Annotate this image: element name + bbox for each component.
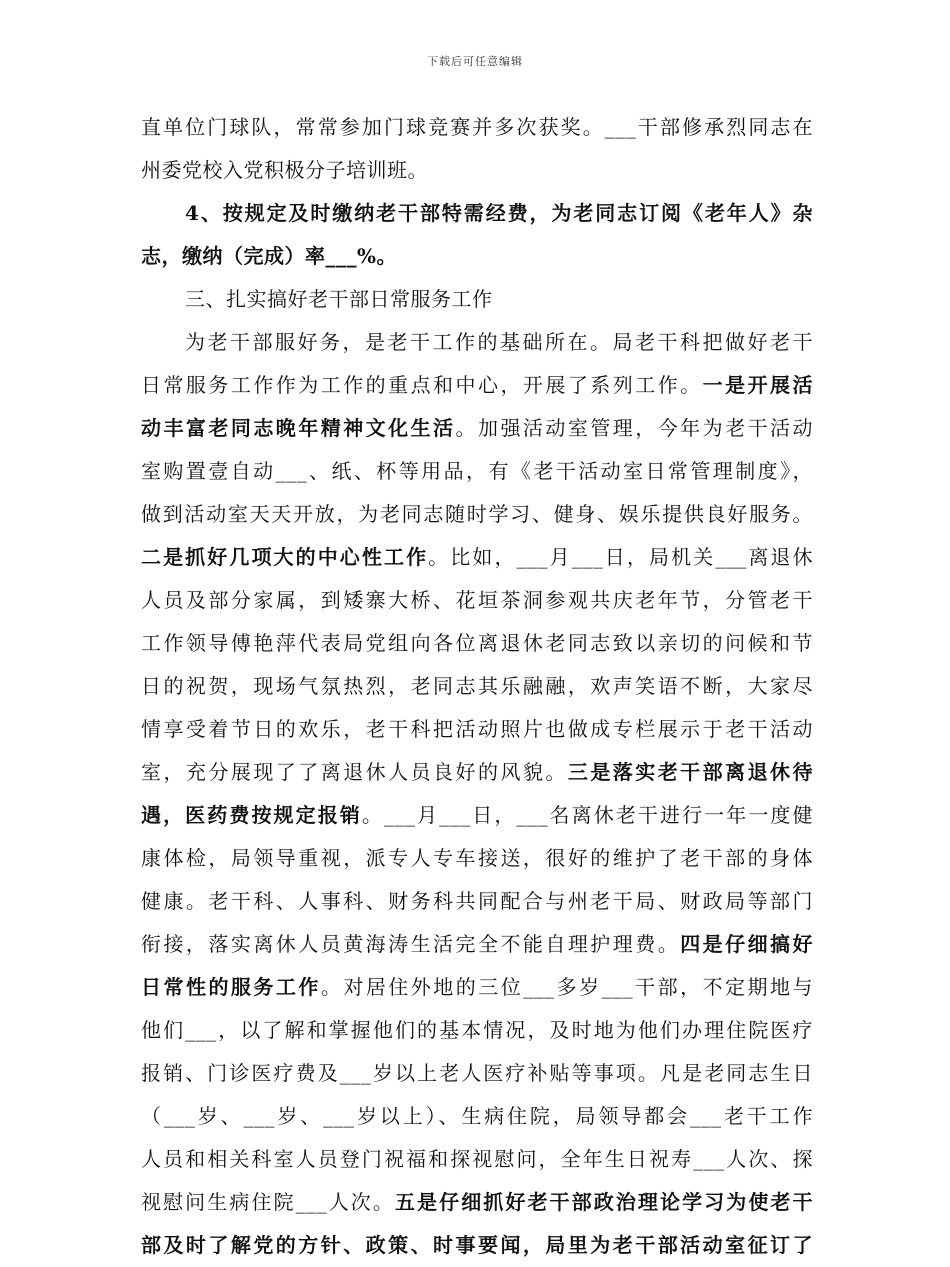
text-segment: 康体检，局领导重视，派专人专车接送，很好的维护了老干部的身体 — [141, 846, 813, 870]
text-segment: 人员及部分家属，到矮寨大桥、花垣茶洞参观共庆老年节，分管老干 — [141, 588, 813, 612]
text-segment: 。___月___日，___名离休老干进行一年一度健 — [361, 803, 814, 827]
bold-text-segment: 四是仔细搞好 — [680, 932, 814, 956]
text-segment: 做到活动室天天开放，为老同志随时学习、健身、娱乐提供良好服务。 — [141, 502, 813, 526]
text-line — [141, 1138, 813, 1181]
bold-text-segment: 4、按规定及时缴纳老干部特需经费，为老同志订阅《老年人》杂 — [185, 201, 813, 225]
text-segment: 视慰问生病住院___人次。 — [141, 1190, 395, 1214]
text-line — [141, 149, 813, 192]
text-line — [141, 708, 813, 751]
bold-text-segment: 二是抓好几项大的中心性工作 — [141, 545, 429, 569]
text-segment: 日常服务工作作为工作的重点和中心，开展了系列工作。 — [141, 373, 703, 397]
text-line — [141, 364, 813, 407]
bold-text-segment: 志，缴纳（完成）率___%。 — [141, 244, 398, 268]
text-segment: 室，充分展现了了离退休人员良好的风貌。 — [141, 760, 568, 784]
text-line — [141, 493, 813, 536]
text-line — [141, 665, 813, 708]
text-line — [141, 880, 813, 923]
text-line — [141, 622, 813, 665]
bold-text-segment: 部及时了解党的方针、政策、时事要闻，局里为老干部活动室征订了 — [141, 1233, 813, 1257]
text-line — [141, 450, 813, 493]
text-segment: 衔接，落实离休人员黄海涛生活完全不能自理护理费。 — [141, 932, 681, 956]
text-segment: 情享受着节日的欢乐，老干科把活动照片也做成专栏展示于老干活动 — [141, 717, 813, 741]
text-segment: 人员和相关科室人员登门祝福和探视慰问，全年生日祝寿___人次、探 — [141, 1147, 813, 1171]
bold-text-segment: 三是落实老干部离退休待 — [567, 760, 814, 784]
text-line — [141, 407, 813, 450]
page-header: 下载后可任意编辑 — [427, 55, 523, 68]
text-line — [141, 106, 813, 149]
text-segment: 为老干部服好务，是老干工作的基础所在。局老干科把做好老干 — [185, 330, 813, 354]
bold-text-segment: 动丰富老同志晚年精神文化生活 — [141, 416, 456, 440]
text-line — [141, 794, 813, 837]
text-segment: 三、扎实搞好老干部日常服务工作 — [185, 287, 493, 311]
bold-text-segment: 一是开展活 — [702, 373, 814, 397]
text-line — [141, 235, 813, 278]
text-line — [141, 1095, 813, 1138]
text-segment: 工作领导傅艳萍代表局党组向各位离退休老同志致以亲切的问候和节 — [141, 631, 813, 655]
text-line — [141, 321, 813, 364]
text-line — [141, 923, 813, 966]
text-segment: 州委党校入党积极分子培训班。 — [141, 158, 428, 182]
text-line — [141, 966, 813, 1009]
bold-text-segment: 五是仔细抓好老干部政治理论学习为使老干 — [394, 1190, 814, 1214]
text-segment: （___岁、___岁、___岁以上）、生病住院，局领导都会___老干工作 — [141, 1104, 813, 1128]
text-segment: 日的祝贺，现场气氛热烈，老同志其乐融融，欢声笑语不断，大家尽 — [141, 674, 813, 698]
text-line — [141, 536, 813, 579]
text-line — [141, 837, 813, 880]
text-line — [141, 1181, 813, 1224]
text-line — [141, 192, 813, 235]
text-segment: 。加强活动室管理，今年为老干活动 — [455, 416, 814, 440]
bold-text-segment: 日常性的服务工作 — [141, 975, 321, 999]
text-line — [141, 278, 813, 321]
text-segment: 室购置壹自动___、纸、杯等用品，有《老干活动室日常管理制度》， — [141, 459, 813, 483]
bold-text-segment: 遇，医药费按规定报销 — [141, 803, 362, 827]
text-line — [141, 1052, 813, 1095]
text-segment: 报销、门诊医疗费及___岁以上老人医疗补贴等事项。凡是老同志生日 — [141, 1061, 813, 1085]
text-segment: 。对居住外地的三位___多岁___干部，不定期地与 — [320, 975, 814, 999]
text-segment: 。比如，___月___日，局机关___离退休 — [428, 545, 814, 569]
text-segment: 健康。老干科、人事科、财务科共同配合与州老干局、财政局等部门 — [141, 889, 813, 913]
text-segment: 直单位门球队，常常参加门球竞赛并多次获奖。___干部修承烈同志在 — [141, 115, 813, 139]
text-line — [141, 751, 813, 794]
document-body — [141, 106, 813, 1267]
text-line — [141, 1224, 813, 1267]
text-line — [141, 579, 813, 622]
text-segment: 他们___，以了解和掌握他们的基本情况，及时地为他们办理住院医疗 — [141, 1018, 813, 1042]
text-line — [141, 1009, 813, 1052]
